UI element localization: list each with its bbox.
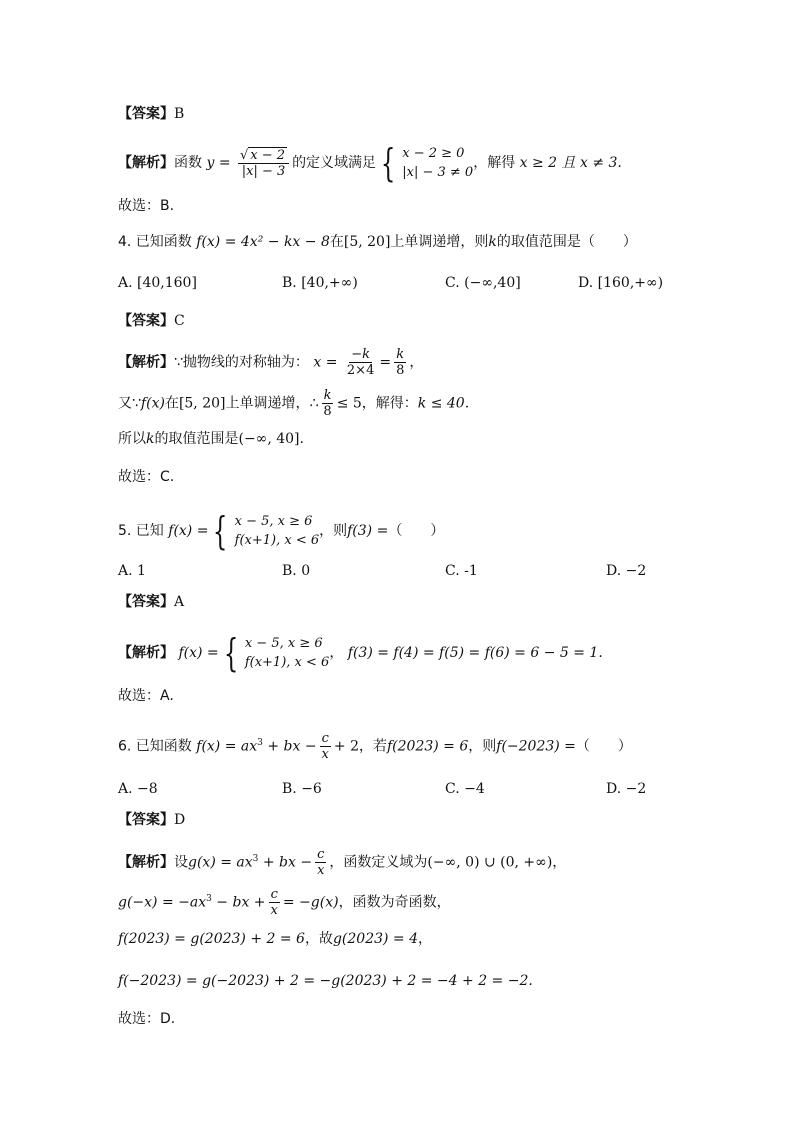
analysis-text: 所以 bbox=[118, 431, 146, 447]
option-value: −8 bbox=[137, 781, 158, 797]
option-label: C. bbox=[445, 275, 460, 291]
answer-value: C bbox=[174, 313, 185, 329]
stem-text: 6. 已知函数 bbox=[118, 738, 192, 755]
q5-option-c bbox=[445, 561, 478, 581]
q4-option-d bbox=[578, 273, 663, 293]
q6-option-c bbox=[445, 779, 485, 799]
fraction bbox=[315, 847, 326, 878]
analysis-text: 函数 bbox=[174, 155, 202, 171]
stem-text: 4. 已知函数 bbox=[118, 234, 192, 250]
analysis-result: x ≥ 2 且 x ≠ 3. bbox=[519, 155, 622, 171]
fraction bbox=[345, 347, 376, 378]
q5-answer-line bbox=[118, 592, 184, 612]
answer-label: 【答案】 bbox=[118, 594, 174, 610]
option-label: B. bbox=[282, 781, 297, 797]
func-lhs: f(x) = bbox=[168, 523, 209, 539]
case-2: f(x+1), x < 6 bbox=[234, 533, 320, 548]
option-label: A. bbox=[118, 563, 133, 579]
math-expr: f(3) = bbox=[347, 523, 389, 539]
stem-text: 上单调递增，则 bbox=[390, 234, 489, 250]
answer-label: 【答案】 bbox=[118, 313, 174, 329]
math-expr: k ≤ 40 bbox=[417, 395, 465, 412]
numerator: c bbox=[317, 847, 325, 862]
stem-text: ，若 bbox=[358, 738, 387, 755]
analysis-text: ， bbox=[329, 645, 344, 661]
q6-option-d bbox=[606, 779, 646, 799]
case-2: |x| − 3 ≠ 0 bbox=[402, 165, 474, 180]
q5-conclusion: 故选：A. bbox=[118, 688, 174, 704]
analysis-text: 上单调递增，∴ bbox=[225, 395, 319, 412]
stem-text: （ ） bbox=[575, 738, 632, 755]
answer-value: D bbox=[174, 812, 186, 828]
stem-text: ，则 bbox=[468, 738, 497, 755]
option-value: 0 bbox=[301, 563, 311, 579]
math-expr: x = bbox=[313, 354, 338, 371]
analysis-text: ，解得： bbox=[361, 395, 418, 412]
variable: k bbox=[488, 234, 497, 250]
analysis-text: 设 bbox=[174, 854, 188, 871]
math-expr: + bx − bbox=[262, 738, 317, 755]
option-value: -1 bbox=[464, 563, 478, 579]
q4-option-c bbox=[445, 273, 521, 293]
interval: [5, 20] bbox=[343, 234, 391, 250]
math-expr: f(2023) = g(2023) + 2 = 6 bbox=[118, 931, 305, 947]
option-value: −2 bbox=[625, 563, 647, 579]
piecewise-def: { x − 5, x ≥ 6 f(x+1), x < 6 bbox=[213, 509, 320, 553]
numerator: −k bbox=[351, 347, 371, 362]
math-expr: = bbox=[379, 354, 392, 371]
q6-conclusion: 故选：D. bbox=[118, 1011, 176, 1027]
punctuation: . bbox=[464, 395, 470, 412]
math-expr: f(2023) = 6 bbox=[386, 738, 469, 755]
func-lhs: y = bbox=[206, 155, 231, 171]
q6-analysis-line-2: $g(-x) = -ax^3$ − bx + $\frac{c}{x}$ = −g(x)，函数为奇函数， bbox=[118, 887, 451, 918]
option-label: B. bbox=[282, 563, 297, 579]
analysis-text: ，解得 bbox=[473, 155, 516, 171]
variable: k bbox=[146, 431, 155, 447]
option-value: [160,+∞) bbox=[597, 275, 664, 291]
stem-text: ，则 bbox=[319, 523, 348, 539]
fraction bbox=[269, 887, 280, 918]
option-label: D. bbox=[606, 563, 622, 579]
q4-option-b bbox=[282, 273, 358, 293]
answer-value: B bbox=[174, 106, 185, 122]
math-expr: f(x) bbox=[140, 395, 165, 412]
denominator: 8 bbox=[323, 404, 332, 419]
stem-text: 在 bbox=[329, 234, 344, 250]
math-expr: = −g(x) bbox=[282, 894, 339, 911]
option-value: (−∞,40] bbox=[464, 275, 521, 291]
option-value: 1 bbox=[137, 563, 146, 579]
numerator: k bbox=[323, 388, 332, 403]
answer-value: A bbox=[174, 594, 185, 610]
option-label: D. bbox=[606, 781, 622, 797]
analysis-text: ，故 bbox=[304, 931, 333, 947]
punctuation: . bbox=[299, 431, 304, 447]
q5-option-b bbox=[282, 561, 310, 581]
piecewise-def: { x − 5, x ≥ 6 f(x+1), x < 6 bbox=[223, 631, 330, 675]
option-value: [40,+∞) bbox=[301, 275, 358, 291]
denominator: 8 bbox=[396, 363, 405, 378]
analysis-text: 在 bbox=[164, 395, 179, 412]
option-value: [40,160] bbox=[137, 275, 197, 291]
math-expr: + bx − bbox=[258, 854, 313, 871]
q5-option-d bbox=[606, 561, 646, 581]
math-expr: g(2023) = 4 bbox=[332, 931, 419, 947]
math-expr: f(3) = f(4) = f(5) = f(6) = 6 − 5 = 1. bbox=[347, 645, 603, 661]
analysis-text: ，函数定义域为 bbox=[329, 854, 428, 871]
analysis-text: ， bbox=[409, 354, 424, 371]
interval: (−∞, 0) ∪ (0, +∞) bbox=[427, 854, 553, 871]
answer-label: 【答案】 bbox=[118, 812, 174, 828]
q3-conclusion: 故选：B. bbox=[118, 198, 175, 214]
option-label: D. bbox=[578, 275, 594, 291]
q6-analysis-line-1: 【解析】设$g(x) = ax^3$ + bx − $\frac{c}{x}$ ，函数定义域为(−∞, 0) ∪ (0, +∞)， bbox=[118, 847, 567, 878]
option-value: −2 bbox=[625, 781, 647, 797]
denominator: |x| − 3 bbox=[241, 164, 286, 179]
option-label: C. bbox=[445, 563, 460, 579]
function-expr: f(x) = 4x² − kx − 8 bbox=[196, 234, 330, 250]
q6-analysis-line-3 bbox=[118, 929, 432, 949]
interval: (−∞, 40] bbox=[238, 431, 300, 447]
math-expr: ≤ 5 bbox=[336, 395, 362, 412]
answer-label: 【答案】 bbox=[118, 106, 174, 122]
option-label: B. bbox=[282, 275, 297, 291]
denominator: x bbox=[317, 863, 325, 878]
analysis-text: ， bbox=[418, 931, 433, 947]
denominator: x bbox=[270, 903, 278, 918]
math-expr: + 2 bbox=[333, 738, 359, 755]
math-expr: f(−2023) = g(−2023) + 2 = −g(2023) + 2 = −4 + 2 = −2. bbox=[118, 973, 533, 989]
q4-option-a bbox=[118, 273, 197, 293]
analysis-text: 又∵ bbox=[118, 395, 141, 412]
analysis-text: ，函数为奇函数， bbox=[338, 894, 451, 911]
analysis-text: 的定义域满足 bbox=[292, 155, 377, 171]
q6-analysis-line-4 bbox=[118, 971, 533, 991]
math-expr: − bx + bbox=[211, 894, 266, 911]
fraction: √ x − 2 |x| − 3 bbox=[238, 147, 289, 179]
analysis-text: ， bbox=[552, 854, 567, 871]
q5-stem bbox=[118, 509, 445, 553]
numerator: c bbox=[270, 887, 278, 902]
numerator: k bbox=[396, 347, 405, 362]
q6-stem: 6. 已知函数 $f(x) = ax^3$ + bx − $\frac{c}{x}$ + 2，若f(2023) = 6，则f(−2023) =（ ） bbox=[118, 731, 632, 762]
math-expr: f(−2023) = bbox=[496, 738, 576, 755]
fraction bbox=[320, 731, 331, 762]
analysis-label: 【解析】 bbox=[118, 854, 174, 871]
q6-answer-line bbox=[118, 810, 185, 830]
case-1: x − 2 ≥ 0 bbox=[402, 146, 465, 161]
fraction bbox=[321, 388, 333, 419]
analysis-label: 【解析】 bbox=[118, 354, 174, 371]
q5-option-a bbox=[118, 561, 146, 581]
option-value: −6 bbox=[301, 781, 322, 797]
numerator: c bbox=[321, 731, 329, 746]
q4-analysis-line-2 bbox=[118, 388, 469, 419]
option-label: A. bbox=[118, 275, 133, 291]
stem-text: 5. 已知 bbox=[118, 523, 164, 539]
case-2: f(x+1), x < 6 bbox=[244, 655, 330, 670]
math-expr: g(x) = ax bbox=[188, 854, 253, 871]
q4-conclusion: 故选：C. bbox=[118, 469, 175, 485]
math-expr: g(−x) = −ax bbox=[118, 894, 207, 911]
q5-analysis-line bbox=[118, 631, 603, 675]
q3-analysis-line bbox=[118, 141, 622, 185]
q6-option-b bbox=[282, 779, 322, 799]
option-label: C. bbox=[445, 781, 460, 797]
denominator: x bbox=[321, 747, 329, 762]
case-1: x − 5, x ≥ 6 bbox=[244, 636, 323, 651]
stem-text: 的取值范围是（ ） bbox=[496, 234, 637, 250]
func-lhs: f(x) = bbox=[178, 645, 219, 661]
analysis-label: 【解析】 bbox=[118, 645, 174, 661]
radicand: x − 2 bbox=[250, 148, 286, 163]
q4-analysis-line-1 bbox=[118, 347, 423, 378]
case-system: { x − 2 ≥ 0 |x| − 3 ≠ 0 bbox=[380, 141, 474, 185]
q3-answer-line bbox=[118, 104, 184, 124]
analysis-text: 的取值范围是 bbox=[154, 431, 239, 447]
analysis-label: 【解析】 bbox=[118, 155, 174, 171]
case-1: x − 5, x ≥ 6 bbox=[234, 514, 313, 529]
q4-stem bbox=[118, 232, 637, 252]
denominator: 2×4 bbox=[346, 363, 375, 378]
fraction bbox=[394, 347, 406, 378]
q4-analysis-line-3 bbox=[118, 429, 304, 449]
q6-option-a bbox=[118, 779, 158, 799]
analysis-text: ∵抛物线的对称轴为： bbox=[174, 354, 309, 371]
option-value: −4 bbox=[464, 781, 485, 797]
option-label: A. bbox=[118, 781, 133, 797]
math-expr: f(x) = ax bbox=[196, 738, 258, 755]
interval: [5, 20] bbox=[178, 395, 226, 412]
q4-answer-line bbox=[118, 311, 185, 331]
stem-text: （ ） bbox=[388, 523, 445, 539]
